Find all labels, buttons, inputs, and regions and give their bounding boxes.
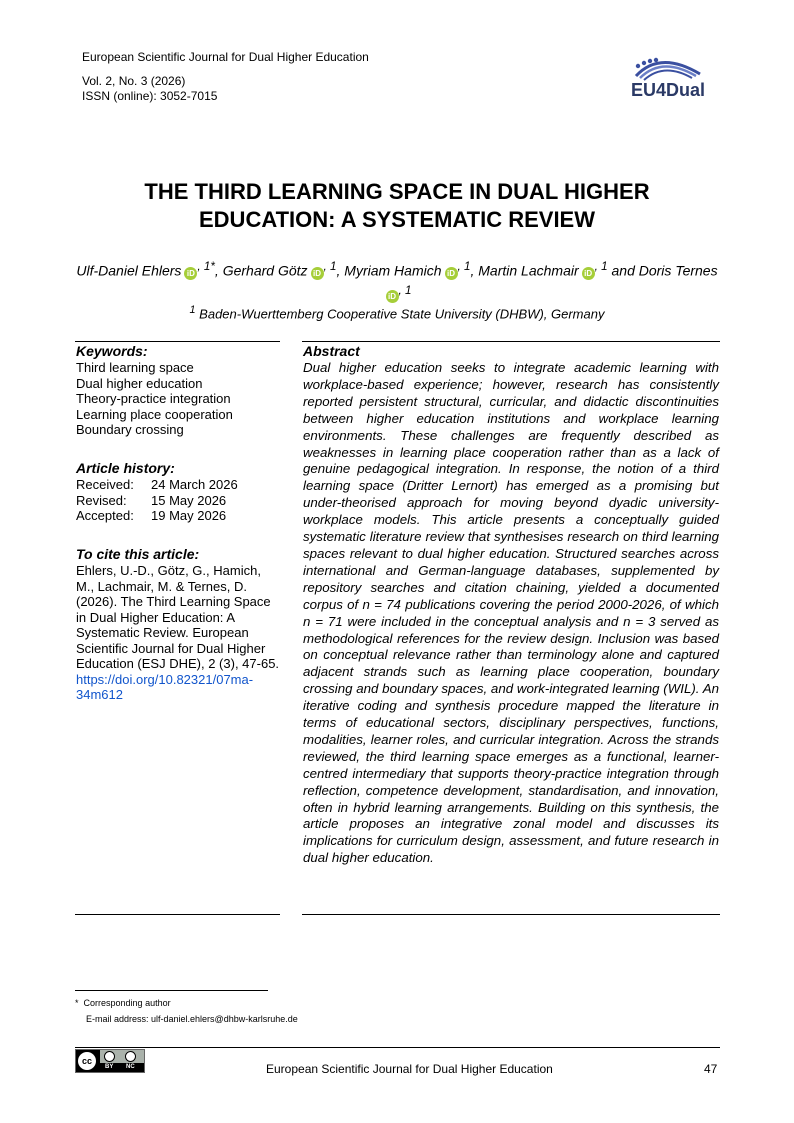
- paper-title: [0, 178, 794, 234]
- nc-label: NC: [126, 1064, 135, 1070]
- history-row: [76, 508, 238, 524]
- journal-name-header: European Scientific Journal for Dual Higher Education: [82, 50, 369, 64]
- history-table: [76, 477, 238, 524]
- issn-info: ISSN (online): 3052-7015: [82, 89, 218, 103]
- author-name: Doris Ternes: [638, 262, 718, 279]
- history-row: [76, 493, 238, 509]
- affiliation: [0, 302, 794, 322]
- footnote-email: E-mail address: ulf-daniel.ehlers@dhbw-karlsruhe.de: [86, 1014, 298, 1024]
- keyword-item: Third learning space: [76, 360, 194, 375]
- article-history-heading: Article history:: [76, 460, 175, 476]
- orcid-icon[interactable]: iD: [445, 267, 458, 280]
- orcid-icon[interactable]: iD: [582, 267, 595, 280]
- keyword-item: Dual higher education: [76, 375, 203, 391]
- title-line-2: EDUCATION: A SYSTEMATIC REVIEW: [199, 207, 595, 232]
- citation-heading: To cite this article:: [76, 546, 200, 562]
- keyword-item: Learning place cooperation: [76, 406, 233, 422]
- cc-license-badge[interactable]: [75, 1049, 145, 1073]
- footnote-marker: *: [75, 998, 79, 1008]
- keywords-section: [76, 343, 281, 438]
- affiliation-mark: 1: [189, 304, 196, 316]
- article-history-section: [76, 460, 281, 524]
- doi-link[interactable]: https://doi.org/10.82321/07ma-34m612: [76, 671, 254, 702]
- footer-journal-name: European Scientific Journal for Dual Higher Education: [266, 1062, 553, 1076]
- noncommercial-icon: [125, 1051, 136, 1062]
- author-affiliation-mark: , 1: [323, 260, 337, 273]
- title-line-1: THE THIRD LEARNING SPACE IN DUAL HIGHER: [144, 179, 650, 204]
- abstract-text: Dual higher education seeks to integrate academic learning with workplace-based experience; however, research has consistently reported persistent structural, curricular, and didactic discontinuities between higher education institutions and workplace learning environments. These challenges are frequently described as weaknesses in learning place cooperation rather than as a lack of genuine pedagogical integration. In response, the notion of a third learning space (Dritter Lernort) has emerged as a promising but under-theorised approach for moving beyond dyadic university-workplace models. This article presents a conceptually guided systematic literature review that synthesises research on third learning spaces relevant to dual higher education. Structured searches across international and German-language databases, supplemented by repository searches and citation chaining, yielded a documented corpus of n = 74 publications covering the period 2000-2026, of which n = 71 were included in the conceptual analysis and n = 3 served as methodological references for the review design. Inclusion was based on conceptual relevance rather than terminology alone and captured adjacent strands such as learning place cooperation, boundary crossing and boundary spaces, and work-integrated learning (WIL). An iterative coding and synthesis procedure mapped the literature in terms of educational sectors, disciplinary perspectives, functions, modalities, learner roles, and curricular integration. Across the strands reviewed, the third learning space emerges as a functional, learner-centred intermediary that supports theory-practice integration through reflection, competence development, standardisation, and innovation, often in hybrid learning arrangements. Building on this synthesis, the article proposes an integrative zonal model and discusses its implications for curriculum design, assessment, and future research in dual higher education.: [303, 360, 719, 866]
- cc-icon: cc: [78, 1052, 96, 1070]
- history-row: [76, 477, 238, 493]
- license-labels: [100, 1063, 144, 1072]
- author-name: Martin Lachmair: [478, 262, 579, 279]
- license-terms: [100, 1050, 144, 1072]
- footnote-rule: [75, 990, 268, 991]
- by-label: BY: [105, 1064, 114, 1070]
- volume-info: Vol. 2, No. 3 (2026): [82, 74, 186, 88]
- left-column-top-rule: [75, 341, 280, 342]
- history-date: 24 March 2026: [151, 477, 238, 492]
- keywords-heading: Keywords:: [76, 343, 148, 359]
- abstract-top-rule: [302, 341, 720, 342]
- author-affiliation-mark: , 1: [398, 283, 412, 297]
- author-name: Myriam Hamich: [344, 262, 442, 279]
- author-affiliation-mark: , 1: [457, 260, 471, 273]
- attribution-icon: [104, 1051, 115, 1062]
- author-and: and: [611, 262, 635, 279]
- left-column-bottom-rule: [75, 914, 280, 915]
- page-number: 47: [704, 1062, 718, 1076]
- citation-section: [76, 546, 281, 703]
- orcid-icon[interactable]: iD: [386, 290, 399, 303]
- citation-text: [76, 563, 281, 703]
- corresponding-author-note: [75, 996, 171, 1010]
- author-affiliation-mark: , 1: [594, 260, 608, 273]
- history-label: Accepted:: [76, 508, 134, 523]
- abstract-bottom-rule: [302, 914, 720, 915]
- author-affiliation-mark: , 1*: [197, 260, 215, 273]
- logo-text: EU4Dual: [631, 80, 706, 100]
- history-date: 15 May 2026: [151, 492, 227, 508]
- orcid-icon[interactable]: iD: [311, 267, 324, 280]
- author-name: Ulf-Daniel Ehlers: [76, 262, 182, 279]
- abstract-heading: Abstract: [303, 343, 360, 359]
- author-name: Gerhard Götz: [222, 262, 308, 279]
- eu4dual-logo: [630, 54, 720, 102]
- history-date: 19 May 2026: [151, 508, 227, 523]
- abstract-section: [303, 343, 719, 867]
- citation-body: Ehlers, U.-D., Götz, G., Hamich, M., Lachmair, M. & Ternes, D. (2026). The Third Learning Space in Dual Higher Education: A Systematic Review. European Scientific Journal for Dual Higher Education (ESJ DHE), 2 (3), 47-65.: [76, 563, 280, 671]
- affiliation-text: Baden-Wuerttemberg Cooperative State University (DHBW), Germany: [199, 306, 605, 322]
- history-label: Revised:: [76, 492, 127, 508]
- footnote-label: Corresponding author: [83, 998, 171, 1008]
- history-label: Received:: [76, 477, 134, 492]
- keyword-item: Boundary crossing: [76, 422, 184, 437]
- author-list: Ulf-Daniel Ehlers $iD^{, 1*}$, Gerhard Götz $iD^{, 1}$, Myriam Hamich $iD^{, 1}$, Martin Lachmair $iD^{, 1}$ and Doris TernesiD$^{, 1}$: [76, 260, 718, 302]
- footer-rule: [75, 1047, 720, 1048]
- keyword-item: Theory-practice integration: [76, 391, 231, 406]
- orcid-icon[interactable]: iD: [184, 267, 197, 280]
